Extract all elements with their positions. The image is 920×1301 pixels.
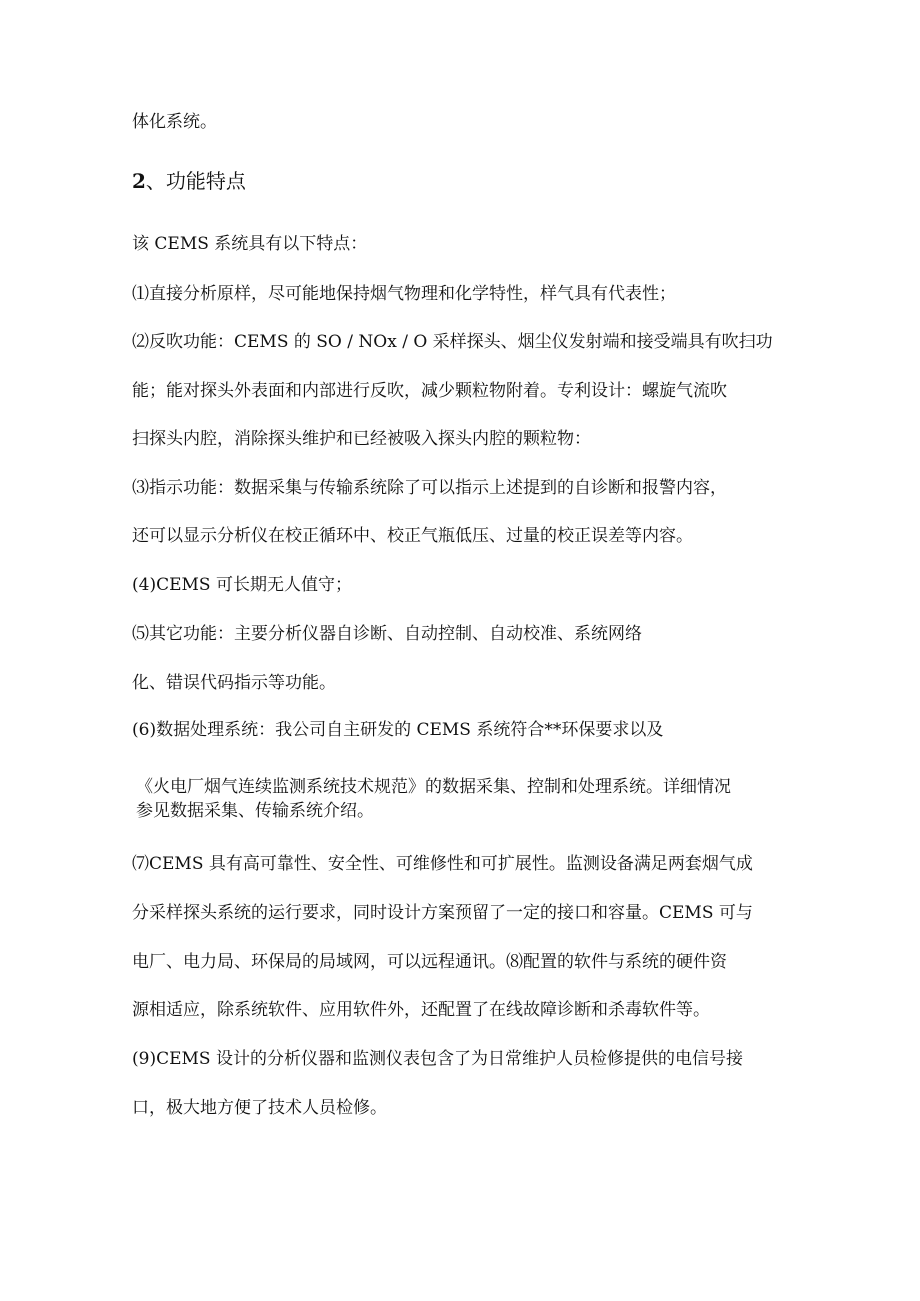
text-line-17: 电厂、电力局、环保局的局域网，可以远程通讯。⑻配置的软件与系统的硬件资 — [132, 952, 727, 972]
text-line-16: 分采样探头系统的运行要求，同时设计方案预留了一定的接口和容量。CEMS 可与 — [132, 903, 753, 923]
text-line-6: 扫探头内腔，消除探头维护和已经被吸入探头内腔的颗粒物： — [132, 429, 591, 449]
text-line-4: ⑵反吹功能：CEMS 的 SO / NOx / O 采样探头、烟尘仪发射端和接受端具有吹扫功 — [132, 332, 773, 352]
section-heading — [132, 168, 246, 194]
text-line-11: 化、错误代码指示等功能。 — [132, 673, 336, 693]
text-line-10: ⑸其它功能：主要分析仪器自诊断、自动控制、自动校准、系统网络 — [132, 624, 642, 644]
text-line-13: 《火电厂烟气连续监测系统技术规范》的数据采集、控制和处理系统。详细情况 — [136, 777, 731, 797]
section-number: 2 — [132, 169, 146, 193]
text-line-18: 源相适应，除系统软件、应用软件外，还配置了在线故障诊断和杀毒软件等。 — [132, 1000, 710, 1020]
text-line-2: 该 CEMS 系统具有以下特点： — [132, 234, 368, 254]
text-line-3: ⑴直接分析原样，尽可能地保持烟气物理和化学特性，样气具有代表性； — [132, 284, 676, 304]
text-line-5: 能；能对探头外表面和内部进行反吹，减少颗粒物附着。专利设计：螺旋气流吹 — [132, 381, 727, 401]
text-line-1: 体化系统。 — [132, 112, 217, 132]
section-title: 、功能特点 — [145, 169, 246, 193]
text-line-9: (4)CEMS 可长期无人值守； — [132, 575, 352, 595]
text-line-7: ⑶指示功能：数据采集与传输系统除了可以指示上述提到的自诊断和报警内容， — [132, 478, 727, 498]
text-line-19: (9)CEMS 设计的分析仪器和监测仪表包含了为日常维护人员检修提供的电信号接 — [132, 1049, 743, 1069]
text-line-14: 参见数据采集、传输系统介绍。 — [136, 801, 374, 821]
text-line-8: 还可以显示分析仪在校正循环中、校正气瓶低压、过量的校正误差等内容。 — [132, 526, 693, 546]
text-line-12: (6)数据处理系统：我公司自主研发的 CEMS 系统符合**环保要求以及 — [132, 720, 664, 740]
text-line-20: 口，极大地方便了技术人员检修。 — [132, 1098, 387, 1118]
text-line-15: ⑺CEMS 具有高可靠性、安全性、可维修性和可扩展性。监测设备满足两套烟气成 — [132, 854, 753, 874]
